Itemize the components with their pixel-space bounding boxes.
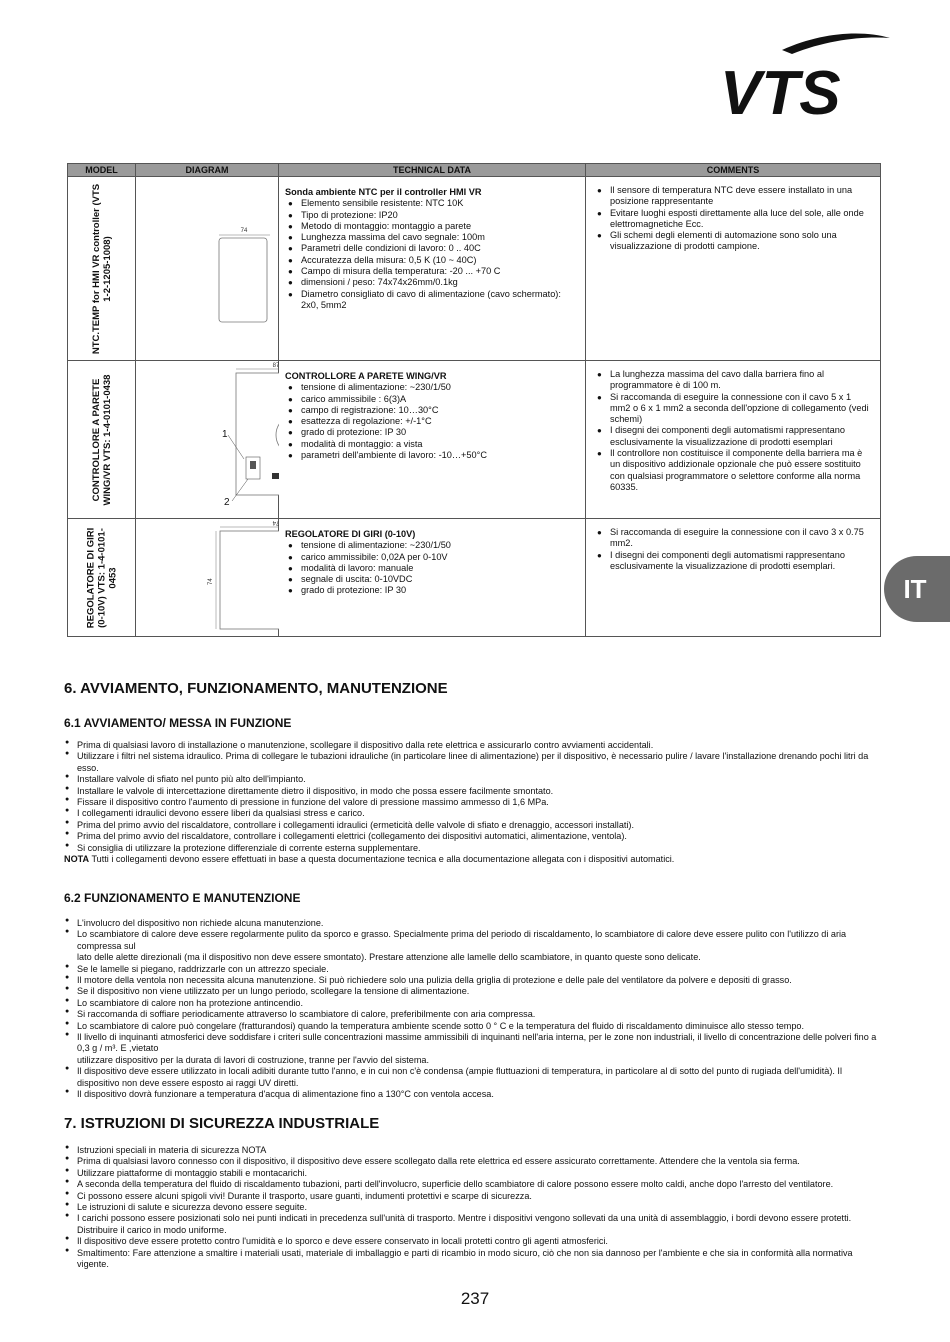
dim-width: 87 [272, 363, 279, 369]
tech-list [285, 540, 579, 596]
comments-list [594, 369, 874, 493]
list-item: ● parametri dell'ambiente di lavoro: -10…+50°C [301, 450, 579, 461]
list-item: ● Il dispositivo dovrà funzionare a temperatura d'acqua di alimentazione fino a 130°C con ventola accesa. [64, 1089, 879, 1100]
header-comments: COMMENTS [586, 164, 881, 177]
list-item: ● Gli schemi degli elementi di automazione sono solo una visualizzazione di prodotti campione. [610, 230, 874, 253]
header-technical-data: TECHNICAL DATA [279, 164, 586, 177]
list-item: ● Il dispositivo deve essere protetto contro l'umidità e lo sporco e deve essere conservato in locali protetti contro gli agenti atmosferici. [64, 1236, 879, 1247]
list-item: ● Istruzioni speciali in materia di sicurezza NOTA [64, 1145, 879, 1156]
tech-list [285, 198, 579, 311]
page-number: 237 [460, 1289, 490, 1308]
list-item: ● Accuratezza della misura: 0,5 K (10 ~ 40C) [301, 255, 579, 266]
list-item: ● Il livello di inquinanti atmosferici deve soddisfare i criteri sulle concentrazioni massime ammissibili di inquinanti nell'aria interna, per le zone non industriali, il livello di concentrazione delle polveri fino a 0,3 g / m³. E ,vietato [64, 1032, 879, 1055]
comments-cell [586, 519, 881, 637]
comments-list [594, 185, 874, 253]
note-text: Tutti i collegamenti devono essere effettuati in base a questa documentazione tecnica e alla documentazione allegata con i dispositivi automatici. [89, 854, 675, 865]
model-cell [68, 519, 136, 637]
list-item: ● Smaltimento: Fare attenzione a smaltire i materiali usati, materiale di imballaggio e parti di ricambio in modo sicuro, ciò che non sia dannoso per l'ambiente e che sia in conformità alla normativa vigente. [64, 1248, 879, 1271]
list-item: ● Prima del primo avvio del riscaldatore, controllare i collegamenti idraulici (ermeticità delle valvole di sfiato e drenaggio, accessori installati). [64, 820, 879, 831]
list-item: ● I disegni dei componenti degli automatismi rappresentano esclusivamente la visualizzazione di prodotti esemplari. [610, 550, 874, 573]
header-diagram: DIAGRAM [136, 164, 279, 177]
technical-data-cell [279, 361, 586, 519]
list-item: ● La lunghezza massima del cavo dalla barriera fino al programmatore è di 100 m. [610, 369, 874, 392]
list-item: ● Si raccomanda di eseguire la connessione con il cavo 3 x 0.75 mm2. [610, 527, 874, 550]
list-item-continued: lato delle alette direzionali (ma il dispositivo non deve essere smontato). Prestare attenzione alle lamelle dello scambiatore, in quanto queste sono delicate. [77, 952, 701, 963]
list-item: ● Si raccomanda di eseguire la connessione con il cavo 5 x 1 mm2 o 6 x 1 mm2 a seconda dell'opzione di collegamento (vedi schemi) [610, 392, 874, 426]
list-item: ● grado di protezione: IP 30 [301, 585, 579, 596]
tech-list [285, 382, 579, 461]
ntc-sensor-diagram [136, 177, 279, 361]
table-row [68, 177, 881, 361]
list-item: ● esattezza di regolazione: +/-1°C [301, 416, 579, 427]
list-item: ● A seconda della temperatura del fluido di riscaldamento tubazioni, parti dell'involucro, superficie dello scambiatore di calore possono essere molto caldi, anche dopo l'arresto del ventilatore. [64, 1179, 879, 1190]
logo-text: VTS [720, 59, 841, 128]
vts-logo [712, 28, 892, 128]
list-item: ● Lo scambiatore di calore può congelare (fratturandosi) quando la temperatura ambiente scende sotto 0 ° C e la temperatura del fluido di riscaldamento diminuisce allo stesso tempo. [64, 1021, 879, 1032]
list-item: ● Il motore della ventola non necessita alcuna manutenzione. Si può richiedere solo una pulizia della griglia di protezione e delle pale del ventilatore da polvere e depositi di grasso. [64, 975, 879, 986]
tech-title: REGOLATORE DI GIRI (0-10V) [285, 529, 416, 539]
list-item: ● Il dispositivo deve essere utilizzato in locali adibiti durante tutto l'anno, e in cui non c'è condensa (ampie fluttuazioni di temperatura, in particolare al di sotto del punto di rugiada dell'umidità). Il dispositivo non deve essere esposto ai raggi UV diretti. [64, 1066, 879, 1089]
callout-1: 1 [222, 429, 228, 440]
model-label: NTC.TEMP for HMI VR controller (VTS 1-2-1205-1008) [90, 183, 113, 354]
diagram-cell [136, 519, 279, 637]
model-label: CONTROLLORE A PARETE WING/VR VTS: 1-4-0101-0438 [90, 374, 113, 505]
list-item-continued: utilizzare dispositivo per la durata di lavori di costruzione, tranne per l'avvio del sistema. [77, 1054, 430, 1065]
comments-list [594, 527, 874, 572]
list-item: ● Il sensore di temperatura NTC deve essere installato in una posizione rappresentante [610, 185, 874, 208]
list-item: ● I carichi possono essere posizionati solo nei punti indicati in precedenza sull'unità di trasporto. Mentre i dispositivi vengono sollevati da una unità di assemblaggio, i bordi devono essere protetti. Distribuire il carico in modo uniforme. [64, 1213, 879, 1236]
list-item: ● I disegni dei componenti degli automatismi rappresentano esclusivamente la visualizzazione di prodotti esemplari [610, 425, 874, 448]
callout-2: 2 [224, 497, 230, 508]
list-item: ● Lunghezza massima del cavo segnale: 100m [301, 232, 579, 243]
list-item: ● Ci possono essere alcuni spigoli vivi! Durante il trasporto, usare guanti, indumenti protettivi e scarpe di sicurezza. [64, 1191, 879, 1202]
speed-regulator-diagram [136, 519, 279, 637]
table-header [68, 164, 881, 177]
list-item: ● Installare le valvole di intercettazione direttamente dietro il dispositivo, in modo che possa essere facilmente smontato. [64, 786, 879, 797]
accessories-table [67, 163, 881, 637]
list-item: ● Evitare luoghi esposti direttamente alla luce del sole, alle onde elettromagnetiche Ecc. [610, 208, 874, 231]
dim-height: 74 [208, 578, 214, 585]
model-cell [68, 177, 136, 361]
list-item: ● Tipo di protezione: IP20 [301, 210, 579, 221]
section-7-heading: 7. ISTRUZIONI DI SICUREZZA INDUSTRIALE [64, 1115, 380, 1132]
table-row [68, 361, 881, 519]
technical-data-cell [279, 519, 586, 637]
list-item: ● Metodo di montaggio: montaggio a parete [301, 221, 579, 232]
header-model: MODEL [68, 164, 136, 177]
dim-width: 74 [240, 228, 248, 234]
language-tab [884, 556, 950, 622]
tech-title: CONTROLLORE A PARETE WING/VR [285, 371, 447, 381]
list-item: ● Elemento sensibile resistente: NTC 10K [301, 198, 579, 209]
list-item: ● Si raccomanda di soffiare periodicamente attraverso lo scambiatore di calore, preferibilmente con aria compressa. [64, 1009, 879, 1020]
list-item: ● Lo scambiatore di calore non ha protezione antincendio. [64, 998, 879, 1009]
section-6-1-heading: 6.1 AVVIAMENTO/ MESSA IN FUNZIONE [64, 716, 292, 730]
language-tab-label: IT [903, 573, 927, 604]
list-item: ● modalità di montaggio: a vista [301, 439, 579, 450]
wing-controller-diagram [136, 361, 279, 519]
dim-width: 74 [272, 519, 279, 525]
list-item: ● Diametro consigliato di cavo di alimentazione (cavo schermato): 2x0, 5mm2 [301, 289, 579, 312]
list-item: ● grado di protezione: IP 30 [301, 427, 579, 438]
list-item: ● L'involucro del dispositivo non richiede alcuna manutenzione. [64, 918, 879, 929]
section-6-2-heading: 6.2 FUNZIONAMENTO E MANUTENZIONE [64, 891, 301, 905]
list-item: ● carico ammissibile : 6(3)A [301, 394, 579, 405]
comments-cell [586, 361, 881, 519]
list-item: ● Le istruzioni di salute e sicurezza devono essere seguite. [64, 1202, 879, 1213]
list-item: ● Se le lamelle si piegano, raddrizzarle con un attrezzo speciale. [64, 964, 879, 975]
table-row [68, 519, 881, 637]
section-6-1-list [64, 740, 879, 865]
list-item: ● Prima di qualsiasi lavoro di installazione o manutenzione, scollegare il dispositivo dalla rete elettrica e assicurarlo contro avviamenti accidentali. [64, 740, 879, 751]
list-item: ● tensione di alimentazione: ~230/1/50 [301, 382, 579, 393]
list-item: ● Se il dispositivo non viene utilizzato per un lungo periodo, scollegare la tensione di alimentazione. [64, 986, 879, 997]
diagram-cell [136, 177, 279, 361]
section-6-2-list [64, 918, 879, 1101]
note-label: NOTA [64, 854, 90, 865]
list-item: ● campo di registrazione: 10…30°C [301, 405, 579, 416]
list-item: ● segnale di uscita: 0-10VDC [301, 574, 579, 585]
technical-data-cell [279, 177, 586, 361]
list-item: ● I collegamenti idraulici devono essere liberi da qualsiasi stress e carico. [64, 808, 879, 819]
section-6-heading: 6. AVVIAMENTO, FUNZIONAMENTO, MANUTENZIONE [64, 680, 448, 697]
note-line [64, 854, 879, 865]
list-item: ● tensione di alimentazione: ~230/1/50 [301, 540, 579, 551]
list-item: ● Il controllore non costituisce il componente della barriera ma è un dispositivo addizionale opzionale che può essere sostituito con qualsiasi programmatore o selettore conforme alla norma 60335. [610, 448, 874, 493]
list-item: ● Si consiglia di utilizzare la protezione differenziale di corrente esterna supplementare. [64, 843, 879, 854]
list-item: ● Fissare il dispositivo contro l'aumento di pressione in funzione del valore di pressione massimo ammesso di 1,6 MPa. [64, 797, 879, 808]
tech-title: Sonda ambiente NTC per il controller HMI VR [285, 187, 482, 197]
model-label: REGOLATORE DI GIRI (0-10V) VTS: 1-4-0101-0453 [85, 527, 118, 628]
list-item: ● Prima del primo avvio del riscaldatore, controllare i collegamenti elettrici (collegamento dei dispositivi automatici, alimentazione, ventola). [64, 831, 879, 842]
section-7-list [64, 1145, 879, 1270]
comments-cell [586, 177, 881, 361]
list-item: ● modalità di lavoro: manuale [301, 563, 579, 574]
list-item: ● carico ammissibile: 0,02A per 0-10V [301, 552, 579, 563]
list-item: ● dimensioni / peso: 74x74x26mm/0.1kg [301, 277, 579, 288]
list-item: ● Installare valvole di sfiato nel punto più alto dell'impianto. [64, 774, 879, 785]
list-item: ● Prima di qualsiasi lavoro connesso con il dispositivo, il dispositivo deve essere scollegato dalla rete elettrica ed essere assicurato correttamente. Attendere che la ventola sia ferma. [64, 1156, 879, 1167]
list-item: ● Campo di misura della temperatura: -20 ... +70 C [301, 266, 579, 277]
list-item: ● Parametri delle condizioni di lavoro: 0 .. 40C [301, 243, 579, 254]
list-item: ● Lo scambiatore di calore deve essere regolarmente pulito da sporco e grasso. Specialmente prima del periodo di riscaldamento, lo scambiatore di calore deve essere pulito con l'utilizzo di aria compressa sul [64, 929, 879, 952]
list-item: ● Utilizzare piattaforme di montaggio stabili e montacarichi. [64, 1168, 879, 1179]
model-cell [68, 361, 136, 519]
list-item: ● Utilizzare i filtri nel sistema idraulico. Prima di collegare le tubazioni idrauliche (in particolare linee di alimentazione) per il dispositivo, è necessario pulire / lavare l'installazione drenando pochi litri da esso. [64, 751, 879, 774]
diagram-cell [136, 361, 279, 519]
